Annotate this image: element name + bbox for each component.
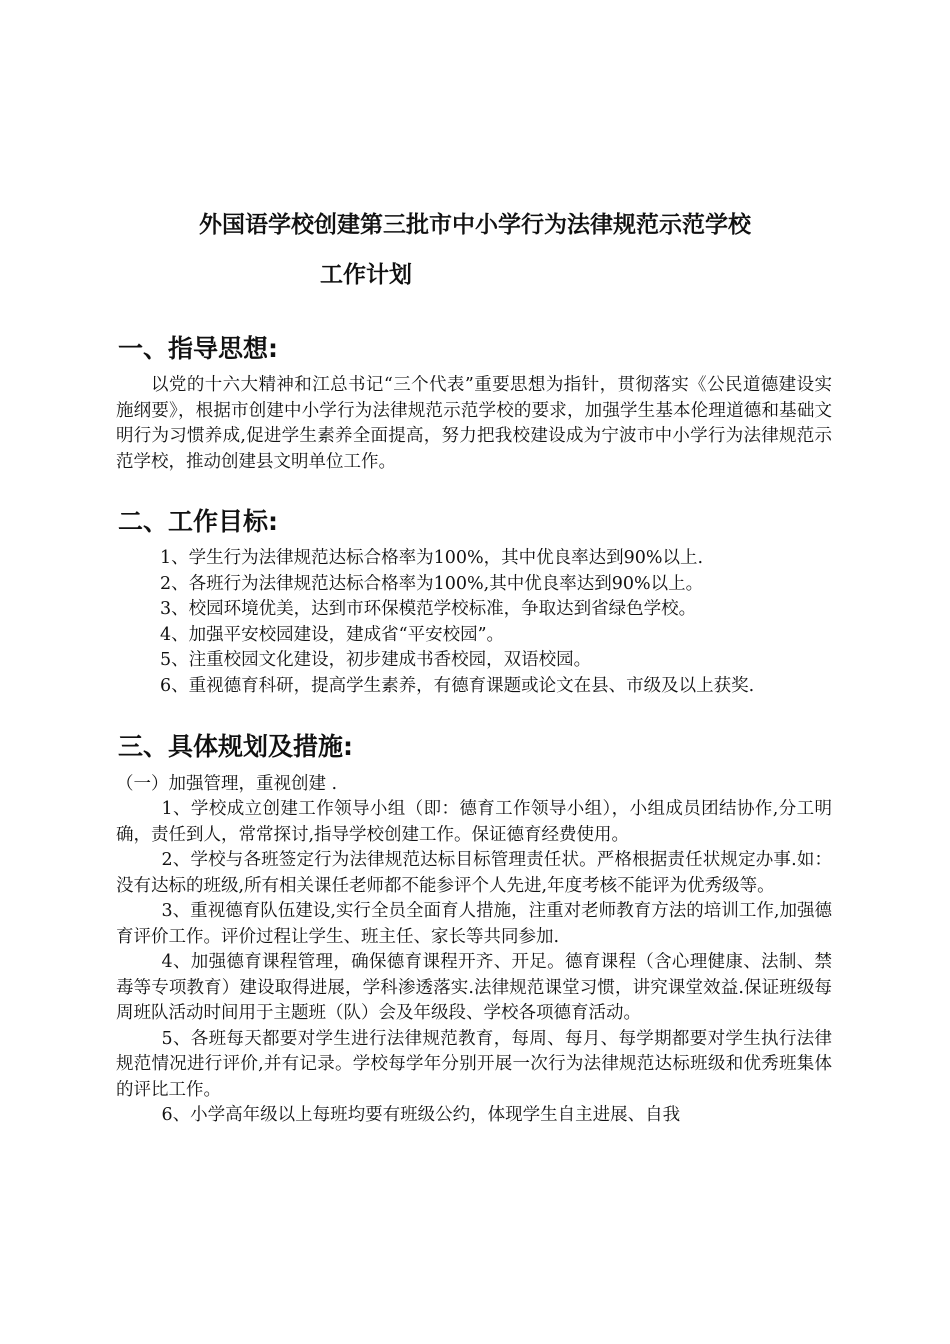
document-title: 外国语学校创建第三批市中小学行为法律规范示范学校: [199, 212, 751, 238]
plan-subheading: （一）加强管理，重视创建 .: [116, 774, 338, 794]
document-subtitle: 工作计划: [320, 262, 412, 288]
goal-item: 3、校园环境优美，达到市环保模范学校标准，争取达到省绿色学校。: [160, 599, 697, 619]
goal-item: 1、学生行为法律规范达标合格率为100%，其中优良率达到90%以上.: [160, 548, 704, 568]
plan-measures: [116, 797, 832, 1129]
measure-item: 6、小学高年级以上每班均要有班级公约，体现学生自主进展、自我: [161, 1105, 681, 1125]
measure-item: 3、重视德育队伍建设,实行全员全面育人措施，注重对老师教育方法的培训工作,加强德育评价工作。评价过程让学生、班主任、家长等共同参加.: [116, 901, 832, 947]
goal-item: 2、各班行为法律规范达标合格率为100%,其中优良率达到90%以上。: [160, 573, 704, 594]
measure-item: 4、加强德育课程管理，确保德育课程开齐、开足。德育课程（含心理健康、法制、禁毒等专项教育）建设取得进展，学科渗透落实.法律规范课堂习惯，讲究课堂效益.保证班级每周班队活动时间用于主题班（队）会及年级段、学校各项德育活动。: [116, 952, 832, 1023]
section-heading-goals: 二、工作目标:: [118, 507, 278, 536]
section-heading-guiding: 一、指导思想:: [118, 334, 278, 363]
measure-item: 1、学校成立创建工作领导小组（即：德育工作领导小组），小组成员团结协作,分工明确，责任到人，常常探讨,指导学校创建工作。保证德育经费使用。: [116, 799, 832, 845]
section-heading-plan: 三、具体规划及措施:: [118, 732, 353, 761]
guiding-paragraph: 以党的十六大精神和江总书记“三个代表”重要思想为指针，贯彻落实《公民道德建设实施纲要》，根据市创建中小学行为法律规范示范学校的要求，加强学生基本伦理道德和基础文明行为习惯养成,促进学生素养全面提高，努力把我校建设成为宁波市中小学行为法律规范示范学校，推动创建县文明单位工作。: [116, 375, 832, 472]
goals-list: [160, 546, 840, 699]
goal-item: 5、注重校园文化建设，初步建成书香校园，双语校园。: [160, 650, 592, 670]
goal-item: 6、重视德育科研，提高学生素养，有德育课题或论文在县、市级及以上获奖.: [160, 675, 755, 696]
measure-item: 5、各班每天都要对学生进行法律规范教育，每周、每月、每学期都要对学生执行法律规范情况进行评价,并有记录。学校每学年分别开展一次行为法律规范达标班级和优秀班集体的评比工作。: [116, 1028, 832, 1100]
goal-item: 4、加强平安校园建设，建成省“平安校园”。: [160, 624, 505, 645]
measure-item: 2、学校与各班签定行为法律规范达标目标管理责任状。严格根据责任状规定办事.如：没有达标的班级,所有相关课任老师都不能参评个人先进,年度考核不能评为优秀级等。: [116, 850, 832, 896]
